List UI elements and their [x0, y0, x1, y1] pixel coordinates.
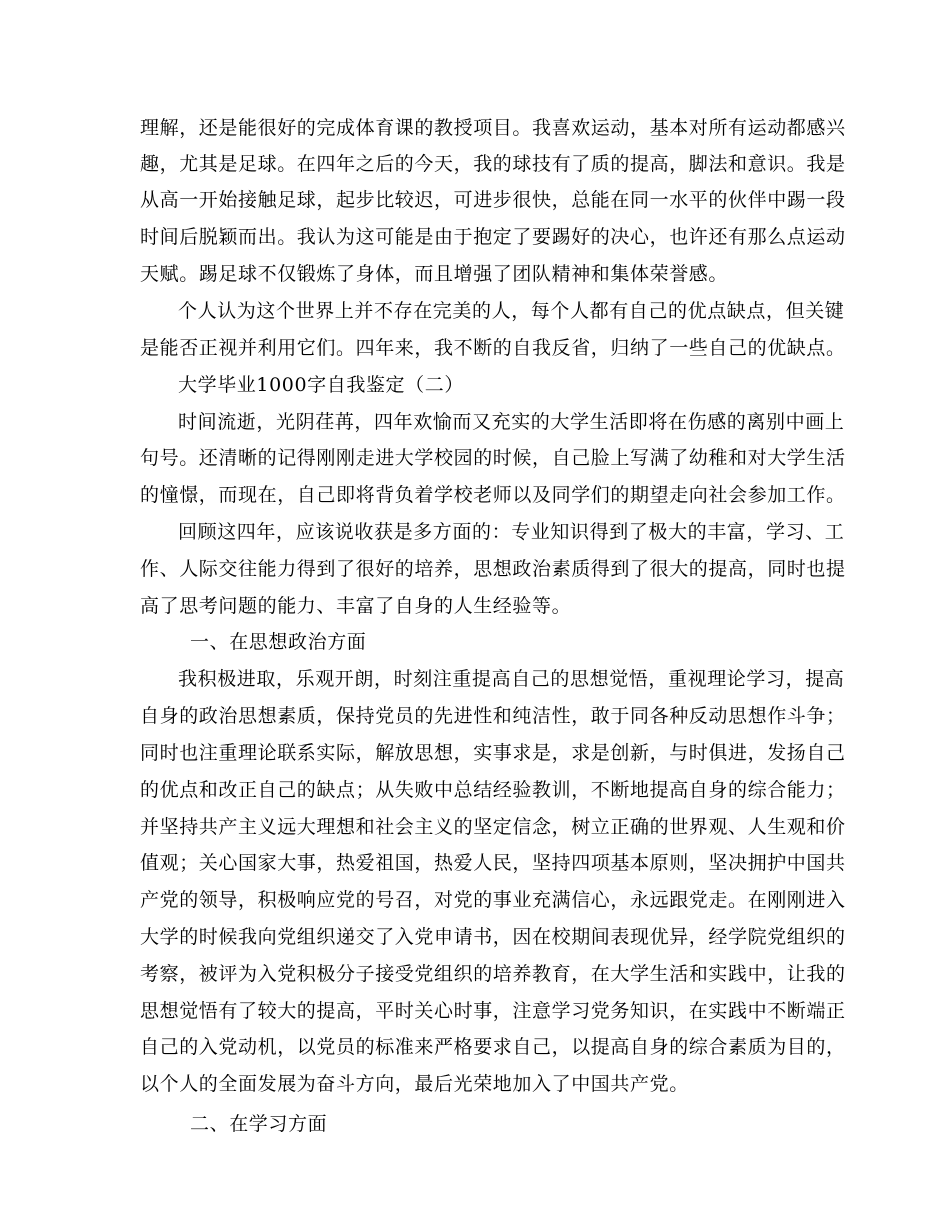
paragraph-line: 时间流逝，光阴荏苒，四年欢愉而又充实的大学生活即将在伤感的离别中画上 [178, 411, 845, 433]
paragraph-line: 作、人际交往能力得到了很好的培养，思想政治素质得到了很大的提高，同时也提 [140, 558, 846, 580]
paragraph-line: 产党的领导，积极响应党的号召，对党的事业充满信心，永远跟党走。在刚刚进入 [140, 889, 846, 911]
paragraph-line: 是能否正视并利用它们。四年来，我不断的自我反省，归纳了一些自己的优缺点。 [140, 337, 846, 359]
paragraph-line: 考察，被评为入党积极分子接受党组织的培养教育，在大学生活和实践中，让我的 [140, 963, 846, 985]
paragraph-line: 趣，尤其是足球。在四年之后的今天，我的球技有了质的提高，脚法和意识。我是 [140, 153, 846, 175]
paragraph-line: 个人认为这个世界上并不存在完美的人，每个人都有自己的优点缺点，但关键 [178, 300, 845, 322]
paragraph-line: 高了思考问题的能力、丰富了自身的人生经验等。 [140, 595, 572, 617]
paragraph-line: 同时也注重理论联系实际，解放思想，实事求是，求是创新，与时俱进，发扬自己 [140, 742, 846, 764]
paragraph-line: 并坚持共产主义远大理想和社会主义的坚定信念，树立正确的世界观、人生观和价 [140, 816, 846, 838]
section-title: 大学毕业1000字自我鉴定（二） [178, 374, 464, 396]
section-heading: 一、在思想政治方面 [190, 631, 367, 653]
section-heading: 二、在学习方面 [190, 1113, 328, 1135]
paragraph-line: 自己的入党动机，以党员的标准来严格要求自己，以提高自身的综合素质为目的， [140, 1036, 846, 1058]
paragraph-line: 思想觉悟有了较大的提高，平时关心时事，注意学习党务知识，在实践中不断端正 [140, 1000, 846, 1022]
paragraph-line: 天赋。踢足球不仅锻炼了身体，而且增强了团队精神和集体荣誉感。 [140, 263, 729, 285]
paragraph-line: 值观；关心国家大事，热爱祖国，热爱人民，坚持四项基本原则，坚决拥护中国共 [140, 852, 846, 874]
paragraph-line: 时间后脱颖而出。我认为这可能是由于抱定了要踢好的决心，也许还有那么点运动 [140, 226, 846, 248]
paragraph-line: 自身的政治思想素质，保持党员的先进性和纯洁性，敢于同各种反动思想作斗争； [140, 705, 846, 727]
paragraph-line: 理解，还是能很好的完成体育课的教授项目。我喜欢运动，基本对所有运动都感兴 [140, 117, 846, 139]
paragraph-line: 我积极进取，乐观开朗，时刻注重提高自己的思想觉悟，重视理论学习，提高 [178, 668, 845, 690]
paragraph-line: 句号。还清晰的记得刚刚走进大学校园的时候，自己脸上写满了幼稚和对大学生活 [140, 447, 846, 469]
paragraph-line: 回顾这四年，应该说收获是多方面的：专业知识得到了极大的丰富，学习、工 [178, 521, 845, 543]
paragraph-line: 的憧憬，而现在，自己即将背负着学校老师以及同学们的期望走向社会参加工作。 [140, 484, 846, 506]
paragraph-line: 以个人的全面发展为奋斗方向，最后光荣地加入了中国共产党。 [140, 1073, 689, 1095]
paragraph-line: 的优点和改正自己的缺点；从失败中总结经验教训，不断地提高自身的综合能力； [140, 779, 846, 801]
paragraph-line: 大学的时候我向党组织递交了入党申请书，因在校期间表现优异，经学院党组织的 [140, 926, 846, 948]
paragraph-line: 从高一开始接触足球，起步比较迟，可进步很快，总能在同一水平的伙伴中踢一段 [140, 189, 846, 211]
